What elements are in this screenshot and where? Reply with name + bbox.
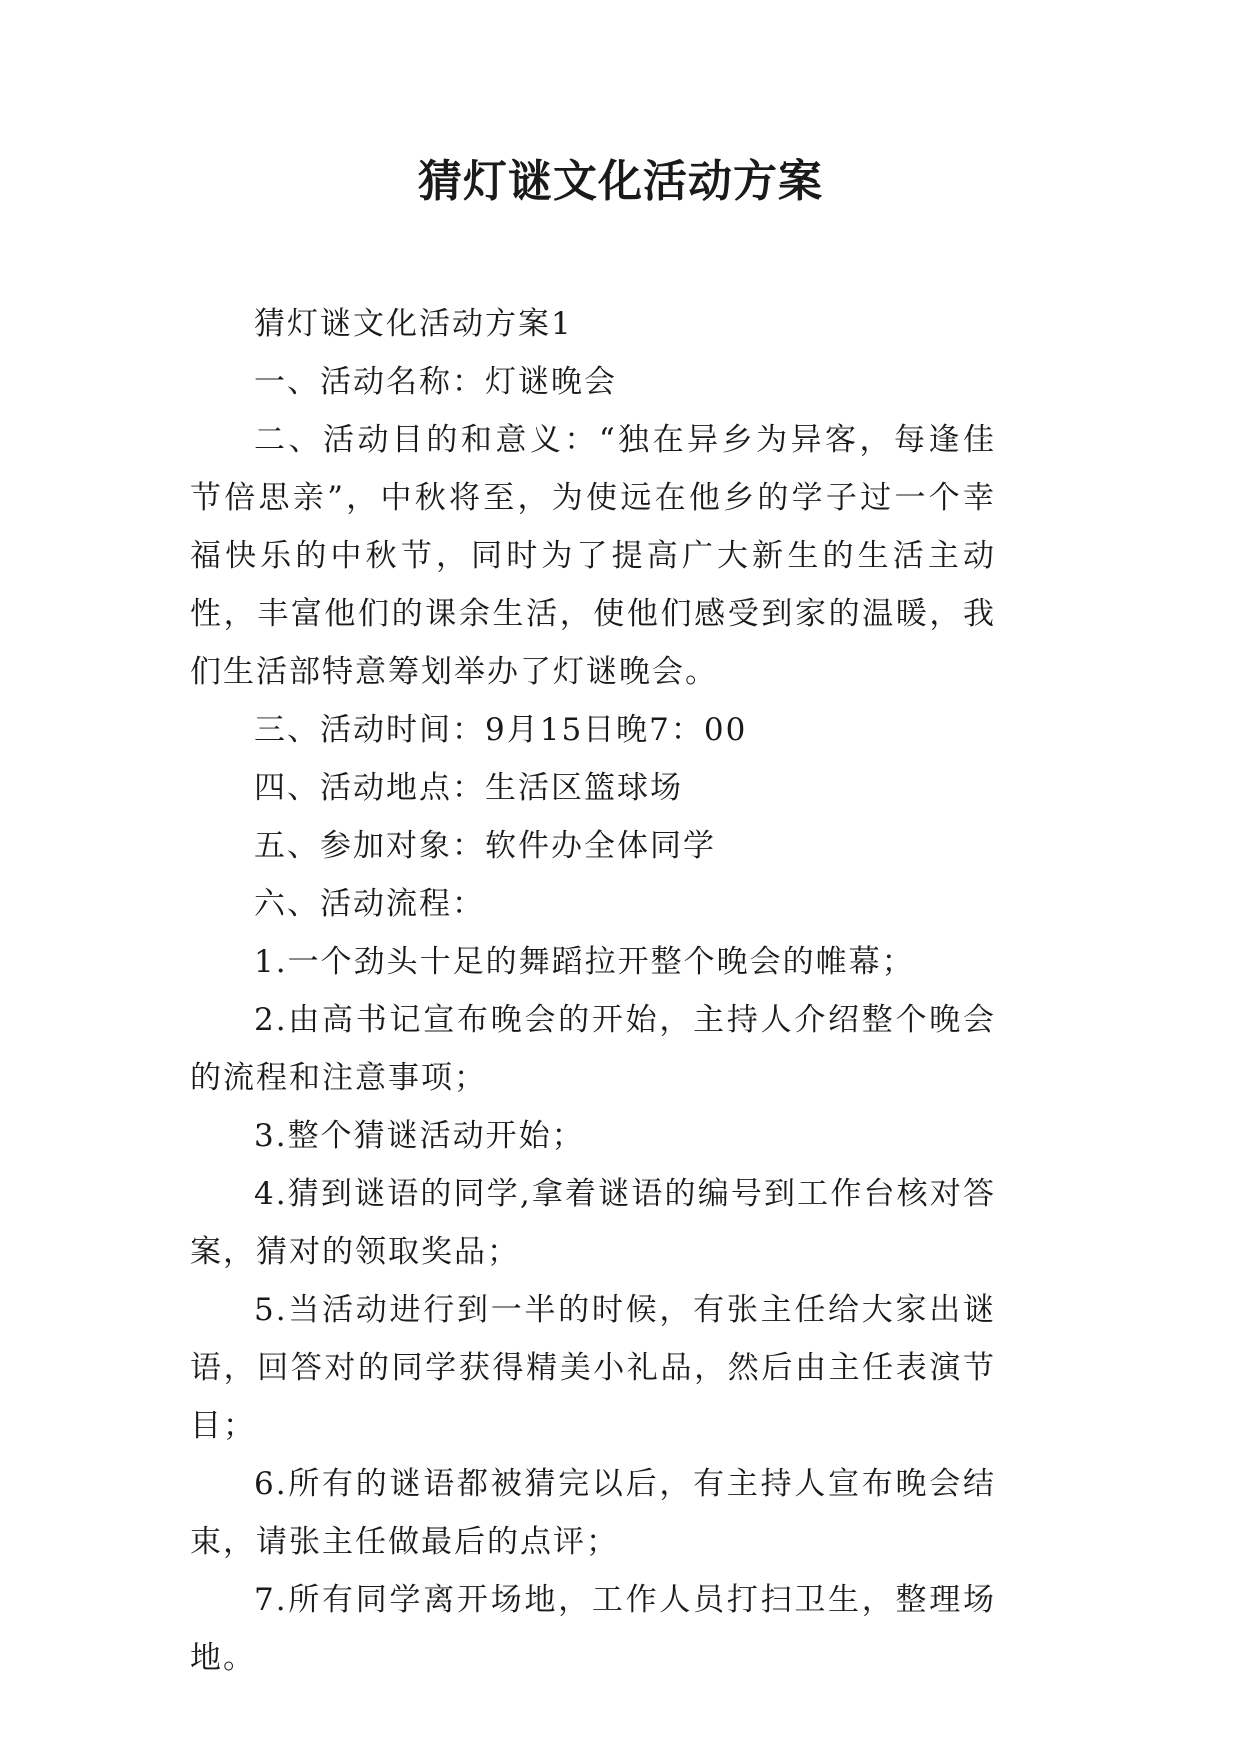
process-step-5: 5.当活动进行到一半的时候，有张主任给大家出谜语，回答对的同学获得精美小礼品，然后由主任表演节目； bbox=[190, 1292, 996, 1444]
paragraph-time: 三、活动时间：9月15日晚7：00 bbox=[254, 712, 748, 748]
process-step-4: 4.猜到谜语的同学,拿着谜语的编号到工作台核对答案，猜对的领取奖品； bbox=[190, 1176, 996, 1270]
process-step-2: 2.由高书记宣布晚会的开始，主持人介绍整个晚会的流程和注意事项； bbox=[190, 1002, 996, 1096]
paragraph-activity-name: 一、活动名称：灯谜晚会 bbox=[254, 364, 617, 400]
document-title: 猜灯谜文化活动方案 bbox=[418, 156, 823, 207]
process-step-3: 3.整个猜谜活动开始； bbox=[254, 1118, 585, 1154]
paragraph-location: 四、活动地点：生活区篮球场 bbox=[254, 770, 683, 806]
process-step-1: 1.一个劲头十足的舞蹈拉开整个晚会的帷幕； bbox=[254, 944, 915, 980]
paragraph-process-heading: 六、活动流程： bbox=[254, 886, 485, 922]
process-step-6: 6.所有的谜语都被猜完以后，有主持人宣布晚会结束，请张主任做最后的点评； bbox=[190, 1466, 996, 1560]
paragraph-purpose: 二、活动目的和意义：“独在异乡为异客，每逢佳节倍思亲”，中秋将至，为使远在他乡的学子过一个幸福快乐的中秋节，同时为了提高广大新生的生活主动性，丰富他们的课余生活，使他们感受到家的温暖，我们生活部特意筹划举办了灯谜晚会。 bbox=[190, 422, 996, 690]
process-step-7: 7.所有同学离开场地，工作人员打扫卫生，整理场地。 bbox=[190, 1582, 996, 1676]
paragraph-participants: 五、参加对象：软件办全体同学 bbox=[254, 828, 716, 864]
document-body bbox=[190, 295, 996, 1687]
paragraph-subtitle: 猜灯谜文化活动方案1 bbox=[254, 306, 573, 342]
